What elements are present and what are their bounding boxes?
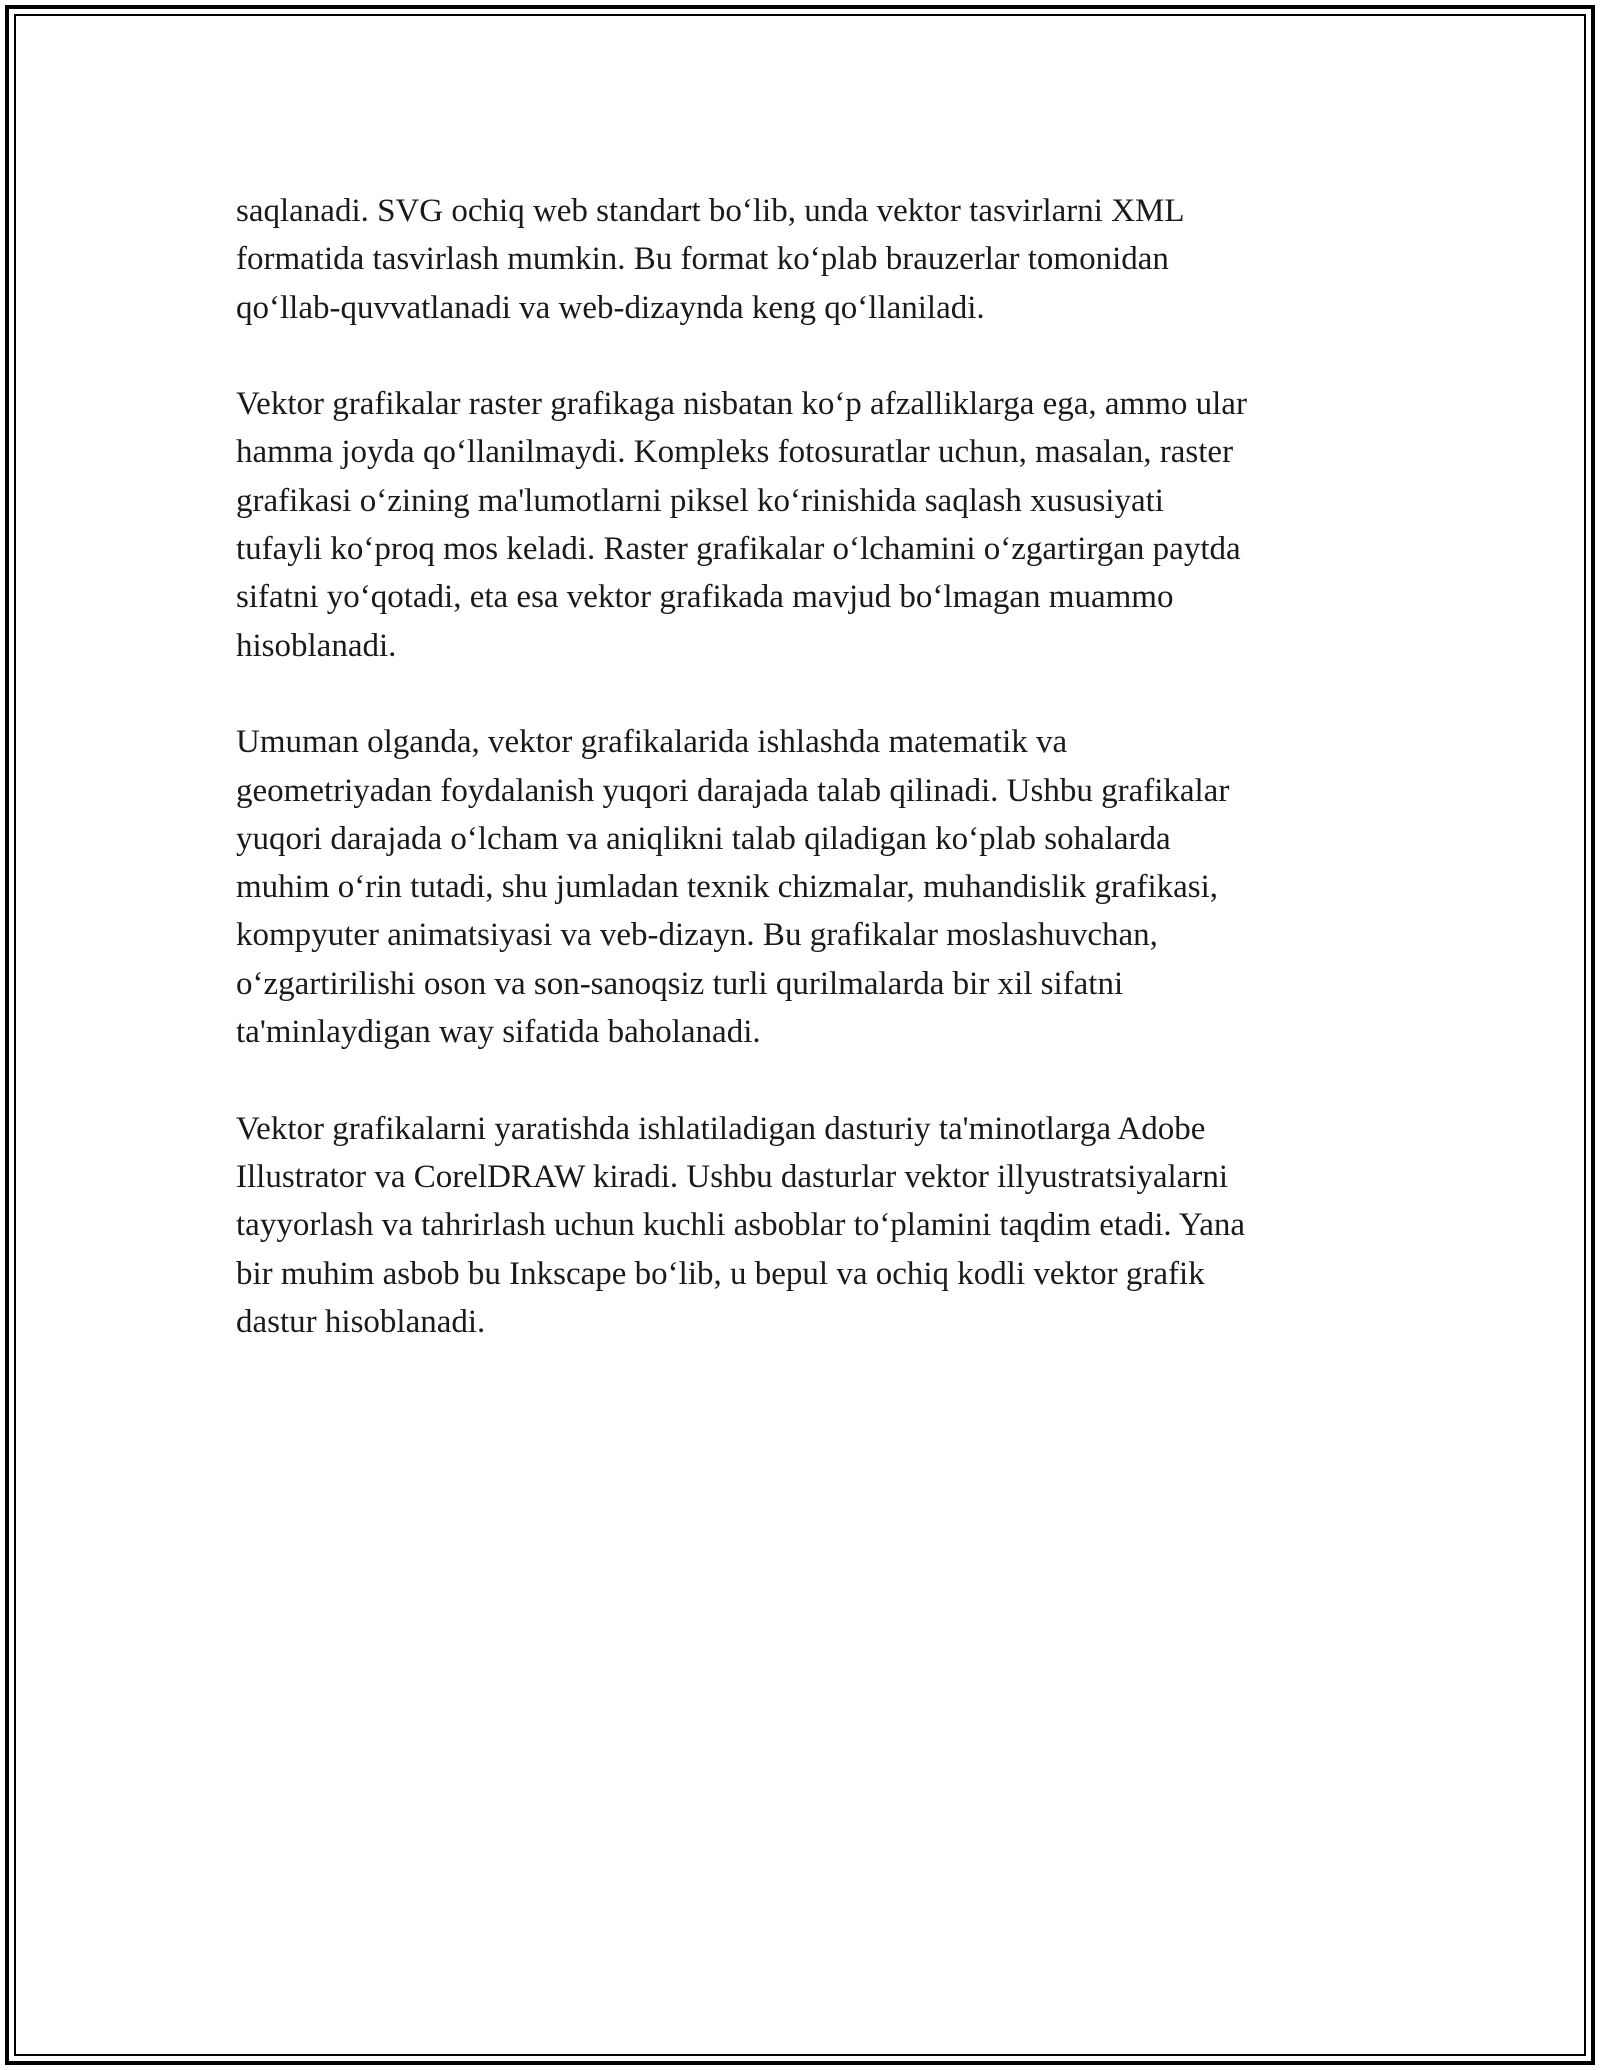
paragraph: Vektor grafikalarni yaratishda ishlatiladigan dasturiy ta'minotlarga Adobe Illustrator va CorelDRAW kiradi. Ushbu dasturlar vektor illyustratsiyalarni tayyorlash va tahrirlash uchun kuchli asboblar to‘plamini taqdim etadi. Yana bir muhim asbob bu Inkscape bo‘lib, u bepul va ochiq kodli vektor grafik dastur hisoblanadi. (236, 1110, 1246, 1340)
paragraph: Umuman olganda, vektor grafikalarida ishlashda matematik va geometriyadan foydalanish yuqori darajada talab qilinadi. Ushbu grafikalar yuqori darajada o‘lcham va aniqlikni talab qiladigan ko‘plab sohalarda muhim o‘rin tutadi, shu jumladan texnik chizmalar, muhandislik grafikasi, kompyuter animatsiyasi va veb-dizayn. Bu grafikalar moslashuvchan, o‘zgartirilishi oson va son-sanoqsiz turli qurilmalarda bir xil sifatni ta'minlaydigan way sifatida baholanadi. (236, 724, 1230, 1051)
paragraph: Vektor grafikalar raster grafikaga nisbatan ko‘p afzalliklarga ega, ammo ular hamma joyda qo‘llanilmaydi. Kompleks fotosuratlar uchun, masalan, raster grafikasi o‘zining ma'lumotlarni piksel ko‘rinishida saqlash xususiyati tufayli ko‘proq mos keladi. Raster grafikalar o‘lchamini o‘zgartirgan paytda sifatni yo‘qotadi, eta esa vektor grafikada mavjud bo‘lmagan muammo hisoblanadi. (236, 386, 1247, 664)
document-body (236, 187, 1376, 1394)
paragraph: saqlanadi. SVG ochiq web standart bo‘lib, unda vektor tasvirlarni XML formatida tasvirlash mumkin. Bu format ko‘plab brauzerlar tomonidan qo‘llab-quvvatlanadi va web-dizaynda keng qo‘llaniladi. (236, 193, 1185, 326)
